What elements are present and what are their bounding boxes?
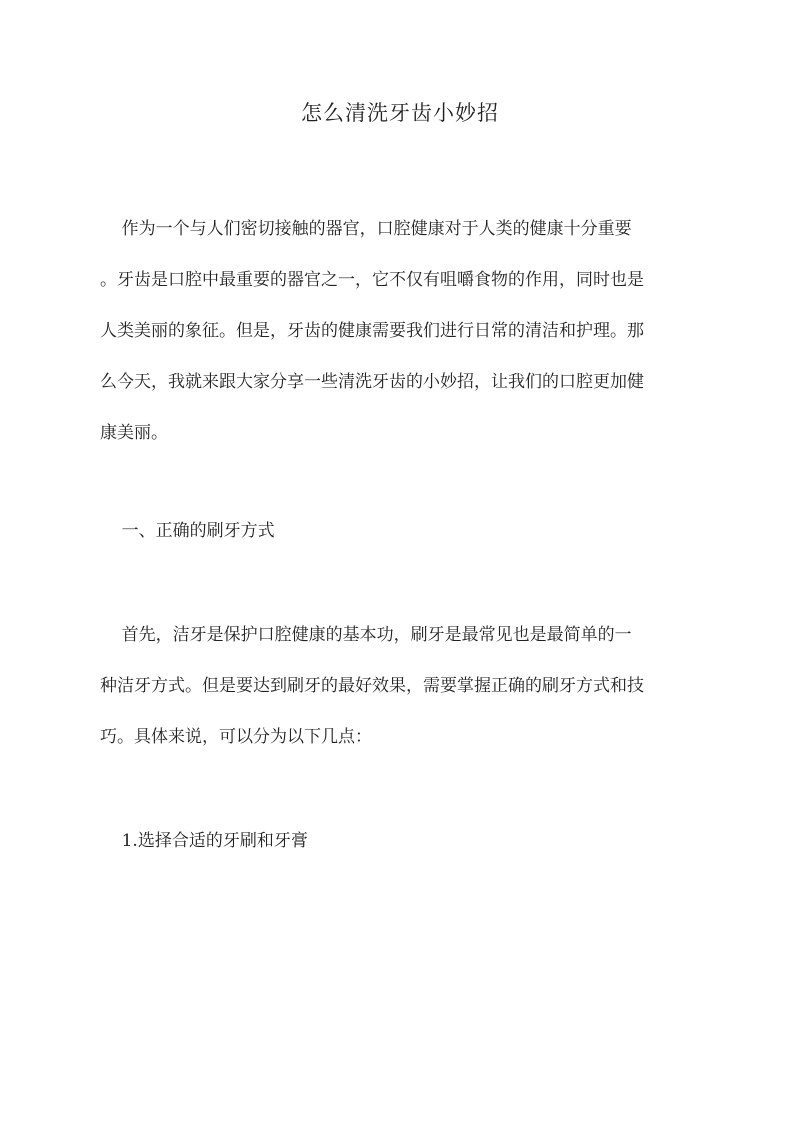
intro-line: 康美丽。: [100, 423, 168, 443]
intro-paragraph: [100, 204, 700, 459]
section-paragraph-line: 首先，洁牙是保护口腔健康的基本功，刷牙是最常见也是最简单的一: [100, 625, 632, 645]
subheading: [100, 816, 700, 867]
section-paragraph-line: 巧。具体来说，可以分为以下几点：: [100, 727, 372, 747]
section-paragraph-line: 种洁牙方式。但是要达到刷牙的最好效果，需要掌握正确的刷牙方式和技: [100, 676, 644, 696]
intro-line: 人类美丽的象征。但是，牙齿的健康需要我们进行日常的清洁和护理。那: [100, 321, 644, 341]
page-title: 怎么清洗牙齿小妙招: [301, 101, 499, 125]
intro-line: 么今天，我就来跟大家分享一些清洗牙齿的小妙招，让我们的口腔更加健: [100, 372, 644, 392]
subheading-text: 1.选择合适的牙刷和牙膏: [100, 831, 308, 851]
intro-line: 作为一个与人们密切接触的器官，口腔健康对于人类的健康十分重要: [100, 219, 632, 239]
intro-line: 。牙齿是口腔中最重要的器官之一，它不仅有咀嚼食物的作用，同时也是: [100, 270, 644, 290]
section-heading-text: 一、正确的刷牙方式: [100, 521, 275, 541]
section-heading: [100, 506, 700, 557]
section-paragraph: [100, 610, 700, 763]
